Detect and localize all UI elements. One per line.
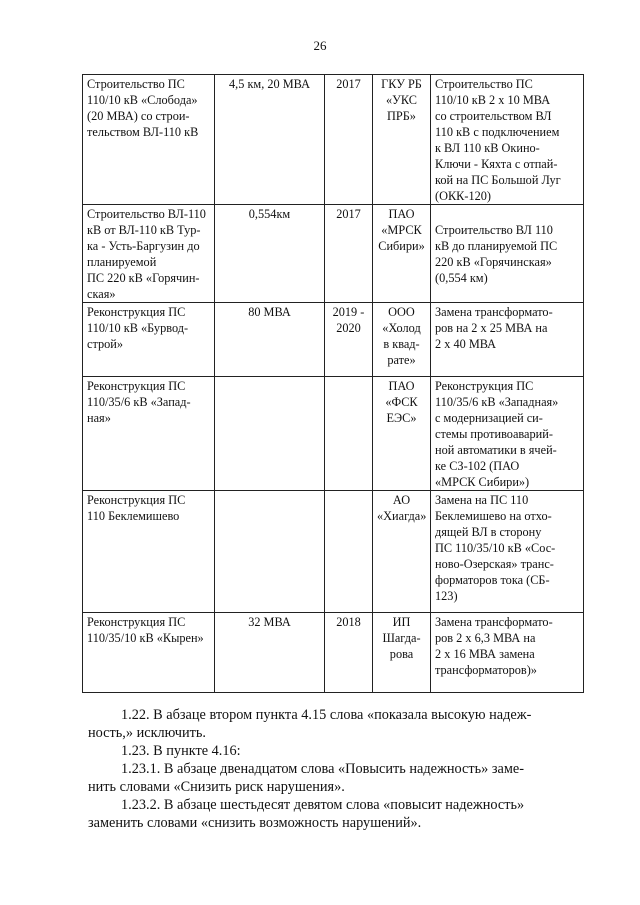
cell-capacity <box>215 205 325 303</box>
cell-line: «МРСК Сибири») <box>435 475 530 489</box>
cell-line: дящей ВЛ в сторону <box>435 525 542 539</box>
cell-object <box>83 205 215 303</box>
projects-table <box>82 74 584 693</box>
cell-year <box>325 377 373 491</box>
cell-line: «Холод <box>382 321 421 335</box>
cell-line: ПРБ» <box>387 109 416 123</box>
cell-description <box>431 75 584 205</box>
cell-line: Реконструкция ПС <box>87 379 186 393</box>
cell-description <box>431 491 584 613</box>
cell-line: ПАО <box>388 207 415 221</box>
paragraph <box>88 760 573 796</box>
cell-line: 110/10 кВ «Бурвод- <box>87 321 189 335</box>
cell-capacity <box>215 613 325 693</box>
cell-organization <box>373 491 431 613</box>
cell-line: Строительство ВЛ 110 <box>435 223 553 237</box>
cell-capacity <box>215 303 325 377</box>
cell-line: ров 2 х 6,3 МВА на <box>435 631 536 645</box>
cell-line: 2020 <box>336 321 361 335</box>
cell-description <box>431 613 584 693</box>
cell-line: Замена трансформато- <box>435 615 553 629</box>
cell-line: «МРСК <box>381 223 422 237</box>
cell-year <box>325 205 373 303</box>
cell-line: 32 МВА <box>248 615 291 629</box>
cell-line: с модернизацией си- <box>435 411 543 425</box>
table-row <box>83 613 584 693</box>
cell-line: 110 Беклемишево <box>87 509 180 523</box>
cell-line: кВ от ВЛ-110 кВ Тур- <box>87 223 201 237</box>
cell-line: ка - Усть-Баргузин до <box>87 239 200 253</box>
cell-object <box>83 377 215 491</box>
cell-line: Строительство ВЛ-110 <box>87 207 206 221</box>
cell-capacity <box>215 75 325 205</box>
paragraph <box>88 742 573 760</box>
cell-description <box>431 303 584 377</box>
cell-year <box>325 303 373 377</box>
cell-line: «Хиагда» <box>377 509 427 523</box>
cell-line: ке СЗ-102 (ПАО <box>435 459 520 473</box>
cell-line: Шагда- <box>382 631 421 645</box>
cell-line: ООО <box>388 305 415 319</box>
cell-line: ГКУ РБ <box>381 77 422 91</box>
paragraph-line: нить словами «Снизить риск нарушения». <box>88 779 345 795</box>
cell-line: 110/10 кВ «Слобода» <box>87 93 198 107</box>
cell-object <box>83 491 215 613</box>
cell-line: ская» <box>87 287 116 301</box>
cell-line: (0,554 км) <box>435 271 488 285</box>
cell-line: (20 МВА) со строи- <box>87 109 190 123</box>
cell-organization <box>373 377 431 491</box>
paragraph <box>88 796 573 832</box>
cell-line: Сибири» <box>378 239 425 253</box>
cell-line: 80 МВА <box>248 305 291 319</box>
cell-object <box>83 75 215 205</box>
cell-line: Беклемишево на отхо- <box>435 509 552 523</box>
cell-line: 2019 - <box>332 305 365 319</box>
cell-description <box>431 377 584 491</box>
cell-line: рате» <box>387 353 416 367</box>
cell-capacity <box>215 491 325 613</box>
page-number: 26 <box>313 38 327 53</box>
cell-line: 2 х 16 МВА замена <box>435 647 535 661</box>
cell-line: к ВЛ 110 кВ Окино- <box>435 141 540 155</box>
cell-line: «ФСК <box>385 395 418 409</box>
cell-line: кой на ПС Большой Луг <box>435 173 561 187</box>
paragraph-line: 1.23.1. В абзаце двенадцатом слова «Повысить надежность» заме- <box>121 761 524 777</box>
cell-line: Строительство ПС <box>435 77 533 91</box>
cell-line <box>435 206 579 222</box>
cell-object <box>83 303 215 377</box>
amendments-text <box>88 706 573 832</box>
cell-line: тельством ВЛ-110 кВ <box>87 125 199 139</box>
cell-line: 123) <box>435 589 458 603</box>
cell-line: ИП <box>392 615 411 629</box>
table-row <box>83 303 584 377</box>
cell-line: 0,554км <box>248 207 291 221</box>
cell-line: Ключи - Кяхта с отпай- <box>435 157 558 171</box>
cell-line: форматоров тока (СБ- <box>435 573 550 587</box>
table-row <box>83 491 584 613</box>
paragraph-line: 1.22. В абзаце втором пункта 4.15 слова «показала высокую надеж- <box>121 707 532 723</box>
cell-line: Реконструкция ПС <box>435 379 534 393</box>
cell-line: (ОКК-120) <box>435 189 492 203</box>
cell-line: 110/35/6 кВ «Западная» <box>435 395 559 409</box>
cell-line: 2018 <box>336 615 361 629</box>
cell-line: планируемой <box>87 255 157 269</box>
cell-year <box>325 613 373 693</box>
cell-line: ново-Озерская» транс- <box>435 557 554 571</box>
paragraph-line: заменить словами «снизить возможность нарушений». <box>88 815 422 831</box>
cell-line: 110 кВ с подключением <box>435 125 560 139</box>
cell-year <box>325 75 373 205</box>
cell-line: 110/35/10 кВ «Кырен» <box>87 631 204 645</box>
cell-capacity <box>215 377 325 491</box>
cell-line: АО <box>392 493 411 507</box>
paragraph-line: 1.23.2. В абзаце шестьдесят девятом слова «повысит надежность» <box>121 797 525 813</box>
paragraph <box>88 706 573 742</box>
cell-line: Строительство ПС <box>87 77 185 91</box>
table-row <box>83 205 584 303</box>
cell-line: ЕЭС» <box>386 411 417 425</box>
table-row <box>83 377 584 491</box>
cell-line: строй» <box>87 337 124 351</box>
cell-line: рова <box>389 647 414 661</box>
cell-line: Реконструкция ПС <box>87 615 186 629</box>
cell-line: Замена на ПС 110 <box>435 493 529 507</box>
paragraph-line: 1.23. В пункте 4.16: <box>121 743 241 759</box>
paragraph-line: ность,» исключить. <box>88 725 206 741</box>
cell-line: ПАО <box>388 379 415 393</box>
table-body <box>83 75 584 693</box>
cell-line: ПС 110/35/10 кВ «Сос- <box>435 541 556 555</box>
cell-line: 110/10 кВ 2 х 10 МВА <box>435 93 551 107</box>
cell-line: «УКС <box>386 93 417 107</box>
cell-year <box>325 491 373 613</box>
cell-line: ПС 220 кВ «Горячин- <box>87 271 200 285</box>
cell-line: 4,5 км, 20 МВА <box>229 77 310 91</box>
cell-line: 220 кВ «Горячинская» <box>435 255 552 269</box>
cell-object <box>83 613 215 693</box>
cell-organization <box>373 303 431 377</box>
cell-line: Замена трансформато- <box>435 305 553 319</box>
cell-line: 110/35/6 кВ «Запад- <box>87 395 191 409</box>
cell-line: со строительством ВЛ <box>435 109 552 123</box>
cell-organization <box>373 75 431 205</box>
cell-line: ров на 2 х 25 МВА на <box>435 321 548 335</box>
cell-organization <box>373 613 431 693</box>
cell-line: стемы противоаварий- <box>435 427 553 441</box>
cell-line: ной автоматики в ячей- <box>435 443 557 457</box>
cell-line: 2017 <box>336 77 361 91</box>
cell-line: в квад- <box>383 337 420 351</box>
table-row <box>83 75 584 205</box>
cell-organization <box>373 205 431 303</box>
cell-line: кВ до планируемой ПС <box>435 239 558 253</box>
cell-line: Реконструкция ПС <box>87 305 186 319</box>
cell-description <box>431 205 584 303</box>
cell-line: 2 х 40 МВА <box>435 337 497 351</box>
cell-line: ная» <box>87 411 111 425</box>
cell-line: 2017 <box>336 207 361 221</box>
cell-line: трансформаторов)» <box>435 663 537 677</box>
cell-line: Реконструкция ПС <box>87 493 186 507</box>
